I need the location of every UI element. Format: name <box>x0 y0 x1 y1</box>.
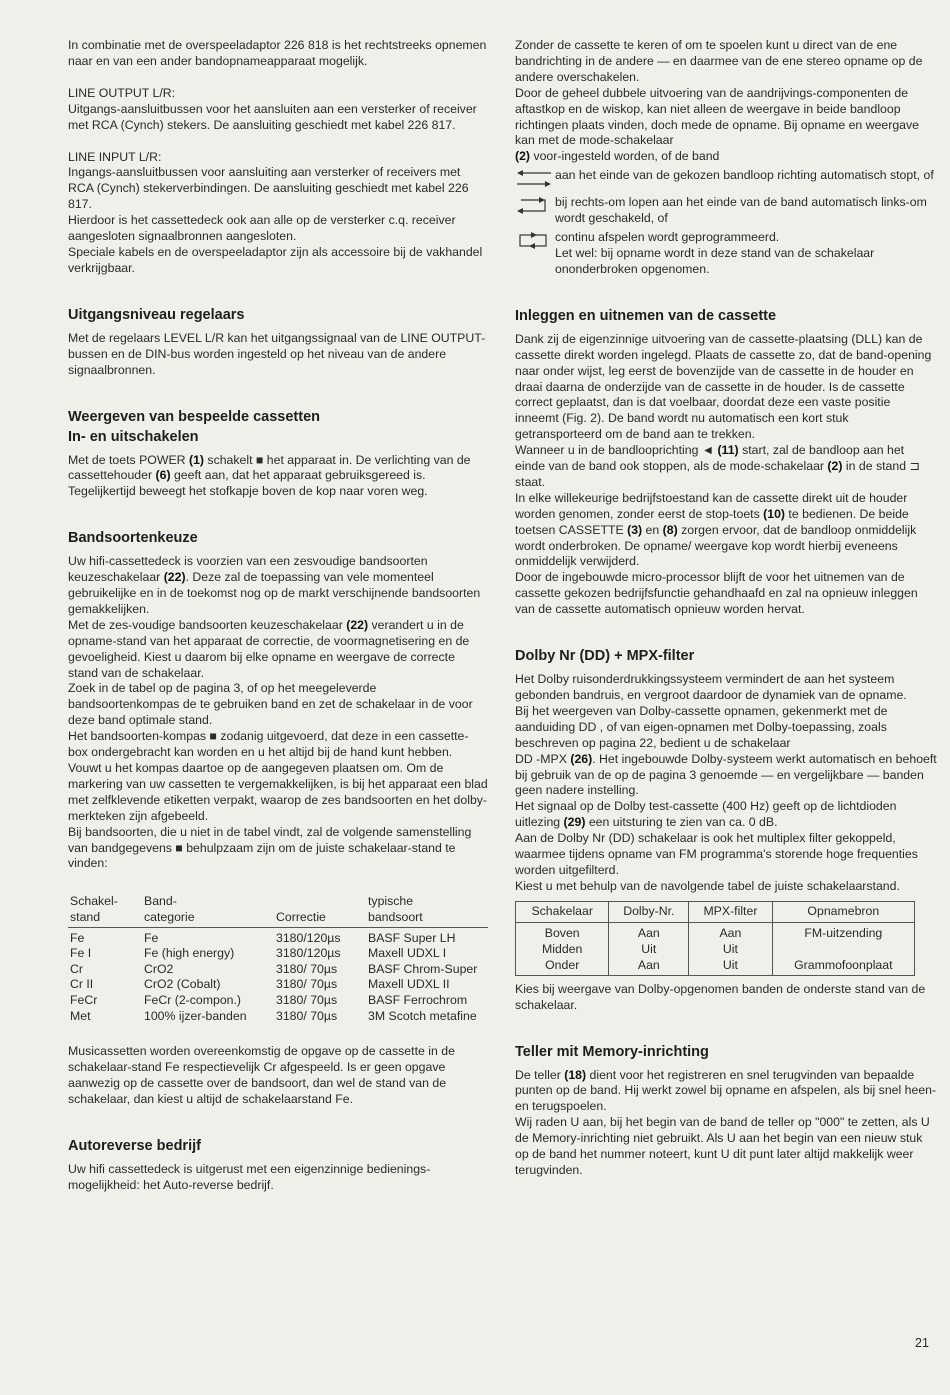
line-input-heading: LINE INPUT L/R: <box>68 149 162 164</box>
mode-option-stop: aan het einde van de gekozen bandloop richting automatisch stopt, of <box>515 168 937 192</box>
continuous-loop-icon <box>515 230 555 254</box>
dolby-paragraph-5: Aan de Dolby Nr (DD) schakelaar is ook het multiplex filter gekoppeld, waarmee tijdens opname van FM programma's storende hoge frequenties worden uitgefilterd. <box>515 831 918 877</box>
hierdoor-paragraph: Hierdoor is het cassettedeck ook aan alle op de versterker c.q. receiver aangesloten signaalbronnen aangesloten. <box>68 213 456 244</box>
band-paragraph-3: Zoek in de tabel op de pagina 3, of op het meegeleverde bandsoortenkompas de te gebruiken band en zet de schakelaar in de voor deze band optimale stand. <box>68 681 473 728</box>
table-row: FeCr FeCr (2-compon.) 3180/ 70µs BASF Ferrochrom <box>70 992 468 1007</box>
dolby-paragraph-3: DD -MPX (26). Het ingebouwde Dolby-systeem werkt automatisch en behoeft bij gebruik van de op de pagina 3 genoemde — en vergelijkbare — banden geen nadere instelling. <box>515 751 937 798</box>
dolby-heading: Dolby Nr (DD) + MPX-filter <box>515 648 695 665</box>
musicassetten-paragraph: Musicassetten worden overeenkomstig de opgave op de cassette in de schakelaar-stand Fe respectievelijk Cr afgespeeld. Is er geen opgave aanwezig op de cassette over de bandsoort, dan wel de stand van de schakelaar, dan kiest u altijd de schakelaarstand Fe. <box>68 1044 455 1106</box>
inleggen-paragraph-2: Wanneer u in de bandlooprichting ◄ (11) start, zal de bandloop aan het einde van de band ook stoppen, als de mode-schakelaar (2) in de stand ⊐ staat. <box>515 443 920 489</box>
col-schakelstand: Schakel- stand <box>68 894 142 927</box>
line-input-text: Ingangs-aansluitbussen voor aansluiting aan versterker of receivers met RCA (Cynch) stekerverbindingen. De aansluiting geschiedt met kabel 226 817. <box>68 165 469 212</box>
dolby-paragraph-7: Kies bij weergave van Dolby-opgenomen banden de onderste stand van de schakelaar. <box>515 981 926 1012</box>
inleggen-paragraph-1: Dank zij de eigenzinnige uitvoering van de cassette-plaatsing (DLL) kan de cassette direkt worden ingelegd. Plaats de cassette zo, dat de band-opening naar onder wijst, leg eerst de bovenzijde van de cassette in de houder en draai daarna de onderzijde van de cassette in de houder. Is de cassette correct geplaatst, dan is dat voelbaar, doordat deze een vaste positie inneemt (Fig. 2). De band wordt nu automatisch een kort stuk getransporteerd om de band aan te trekken. <box>515 331 932 442</box>
dolby-table-row: Boven Midden Onder Aan Uit Aan Aan Uit Uit FM-uitzending Grammofoonplaat <box>516 922 915 975</box>
page-number: 21 <box>915 1336 929 1350</box>
table-row: Cr CrO2 3180/ 70µs BASF Chrom-Super <box>70 961 478 976</box>
right-column <box>515 38 937 1179</box>
col-bandcategorie: Band- categorie <box>142 894 274 927</box>
dolby-paragraph-2: Bij het weergeven van Dolby-cassette opnamen, gekenmerkt met de aanduiding DD , of van eigen-opnamen met Dolby-toepassing, zoals beschreven op pagina 22, bedient u de schakelaar <box>515 703 888 750</box>
teller-paragraph-2: Wij raden U aan, bij het begin van de band de teller op "000" te zetten, als U de Memory-inrichting niet gebruikt. Als U aan het begin van een nieuw stuk op de band het nummer noteert, kunt U dit punt later altijd makkelijk weer terugvinden. <box>515 1115 930 1177</box>
col-correctie: Correctie <box>274 894 366 927</box>
inleggen-paragraph-3: In elke willekeurige bedrijfstoestand kan de cassette direkt uit de houder worden genomen, zonder eerst de stop-toets (10) te bedienen. De beide toetsen CASSETTE (3) en (8) zorgen ervoor, dat de bandloop onmiddelijk wordt onderbroken. De opname/ weergave kop wordt hierbij eveneens onmiddelijk verwijderd. <box>515 490 917 569</box>
line-output-text: Uitgangs-aansluitbussen voor het aansluiten aan een versterker of receiver met RCA (Cynch) stekers. De aansluiting geschiedt met kabel 226 817. <box>68 101 477 132</box>
band-paragraph-1: Uw hifi-cassettedeck is voorzien van een zesvoudige bandsoorten keuzeschakelaar (22). Deze zal de toepassing van vele momenteel gebruikelijke en in de toekomst nog op de markt verschijnende bandsoorten gemakkelijken. <box>68 554 481 616</box>
inleggen-paragraph-4: Door de ingebouwde micro-processor blijft de voor het uitnemen van de cassette gekozen bedrijfsfunctie gehandhaafd en zal na opnieuw inleggen van de cassette automatisch opnieuw worden hervat. <box>515 570 918 617</box>
teller-heading: Teller mit Memory-inrichting <box>515 1043 709 1060</box>
reverse-paragraph-3: (2) voor-ingesteld worden, of de band <box>515 149 720 164</box>
inleggen-heading: Inleggen en uitnemen van de cassette <box>515 307 777 324</box>
dolby-table-header: Schakelaar Dolby-Nr. MPX-filter Opnamebron <box>516 901 915 922</box>
band-paragraph-2: Met de zes-voudige bandsoorten keuzeschakelaar (22) verandert u in de opname-stand van het apparaat de correctie, de voormagnetisering en de gevoeligheid. Kiest u daarom bij elke opname en weergave de correcte stand van de schakelaar. <box>68 617 470 680</box>
table-row: Fe I Fe (high energy) 3180/120µs Maxell UDXL I <box>70 946 447 961</box>
reverse-once-icon <box>515 195 555 219</box>
table-row: Cr II CrO2 (Cobalt) 3180/ 70µs Maxell UDXL II <box>70 977 450 992</box>
mode-option-continuous: continu afspelen wordt geprogrammeerd. Let wel: bij opname wordt in deze stand van de schakelaar ononderbroken opgenomen. <box>515 230 937 278</box>
table-row: Met 100% ijzer-banden 3180/ 70µs 3M Scotch metafine <box>70 1008 477 1023</box>
power-paragraph: Met de toets POWER (1) schakelt ■ het apparaat in. De verlichting van de cassettehouder (6) geeft aan, dat het apparaat gebruiksgereed is. Tegelijkertijd beweegt het stofkapje boven de kop naar voren weg. <box>68 452 471 499</box>
left-column <box>68 38 488 1194</box>
autoreverse-text: Uw hifi cassettedeck is uitgerust met een eigenzinnige bedieningsmogelijkheid: het Auto-reverse bedrijf. <box>68 1161 431 1192</box>
band-paragraph-6: Bij bandsoorten, die u niet in de tabel vindt, zal de volgende samenstelling van bandgegevens ■ behulpzaam zijn om de juiste schakelaar-stand te vinden: <box>68 824 472 871</box>
dolby-table <box>515 901 915 976</box>
teller-paragraph-1: De teller (18) dient voor het registreren en snel terugvinden van bepaalde punten op de band. Hij werkt zowel bij opname en afspelen, als bij snel heen- en terugspoelen. <box>515 1067 937 1114</box>
in-uitschakelen-heading: In- en uitschakelen <box>68 428 199 445</box>
uitgangsniveau-heading: Uitgangsniveau regelaars <box>68 306 245 323</box>
one-way-arrow-icon <box>515 168 555 192</box>
uitgangsniveau-text: Met de regelaars LEVEL L/R kan het uitgangssignaal van de LINE OUTPUT-bussen en de DIN-bus worden ingesteld op het niveau van de andere signaalbronnen. <box>68 330 486 377</box>
bandsoortenkeuze-heading: Bandsoortenkeuze <box>68 530 198 547</box>
dolby-paragraph-1: Het Dolby ruisonderdrukkingssysteem vermindert de aan het systeem gebonden bandruis, en vergroot daardoor de dynamiek van de opname. <box>515 672 907 702</box>
dolby-paragraph-6: Kiest u met behulp van de navolgende tabel de juiste schakelaarstand. <box>515 878 900 893</box>
mode-option-reverse: bij rechts-om lopen aan het einde van de band automatisch links-om wordt geschakeld, of <box>515 195 937 227</box>
table-header-row <box>68 894 488 927</box>
col-bandsoort: typische bandsoort <box>366 894 488 927</box>
autoreverse-heading: Autoreverse bedrijf <box>68 1137 201 1154</box>
dolby-paragraph-4: Het signaal op de Dolby test-cassette (400 Hz) geeft op de lichtdioden uitlezing (29) een uitsturing te zien van ca. 0 dB. <box>515 799 897 830</box>
reverse-paragraph-1: Zonder de cassette te keren of om te spoelen kunt u direct van de ene bandrichting in de andere — en daarmee van de ene stereo opname op de andere overschakelen. <box>515 38 923 84</box>
line-output-heading: LINE OUTPUT L/R: <box>68 85 176 100</box>
band-paragraph-5: Vouwt u het kompas daartoe op de aangegeven plaatsen om. Om de markering van uw cassetten te vergemakkelijken, is bij het apparaat een blad met zelfklevende etiketten verpakt, waarop de zes bandsoorten en het dolby-merkteken zijn afgebeeld. <box>68 761 488 823</box>
band-paragraph-4: Het bandsoorten-kompas ■ zodanig uitgevoerd, dat deze in een cassette-box ondergebracht kan worden en u het altijd bij de hand kunt hebben. <box>68 729 469 760</box>
intro-paragraph: In combinatie met de overspeeladaptor 226 818 is het rechtstreeks opnemen naar en van een ander bandopnameapparaat mogelijk. <box>68 38 487 68</box>
weergeven-heading: Weergeven van bespeelde cassetten <box>68 408 320 425</box>
bandsoorten-table <box>68 894 488 1024</box>
reverse-paragraph-2: Door de geheel dubbele uitvoering van de aandrijvings-componenten de aftastkop en de wiskop, kan niet alleen de weergave in beide bandloop richtingen plaats vinden, doch mede de opname. Bij opname en weergave kan met de mode-schakelaar <box>515 85 920 148</box>
table-row: Fe Fe 3180/120µs BASF Super LH <box>70 930 456 945</box>
speciale-paragraph: Speciale kabels en de overspeeladaptor zijn als accessoire bij de vakhandel verkrijgbaar. <box>68 244 483 275</box>
